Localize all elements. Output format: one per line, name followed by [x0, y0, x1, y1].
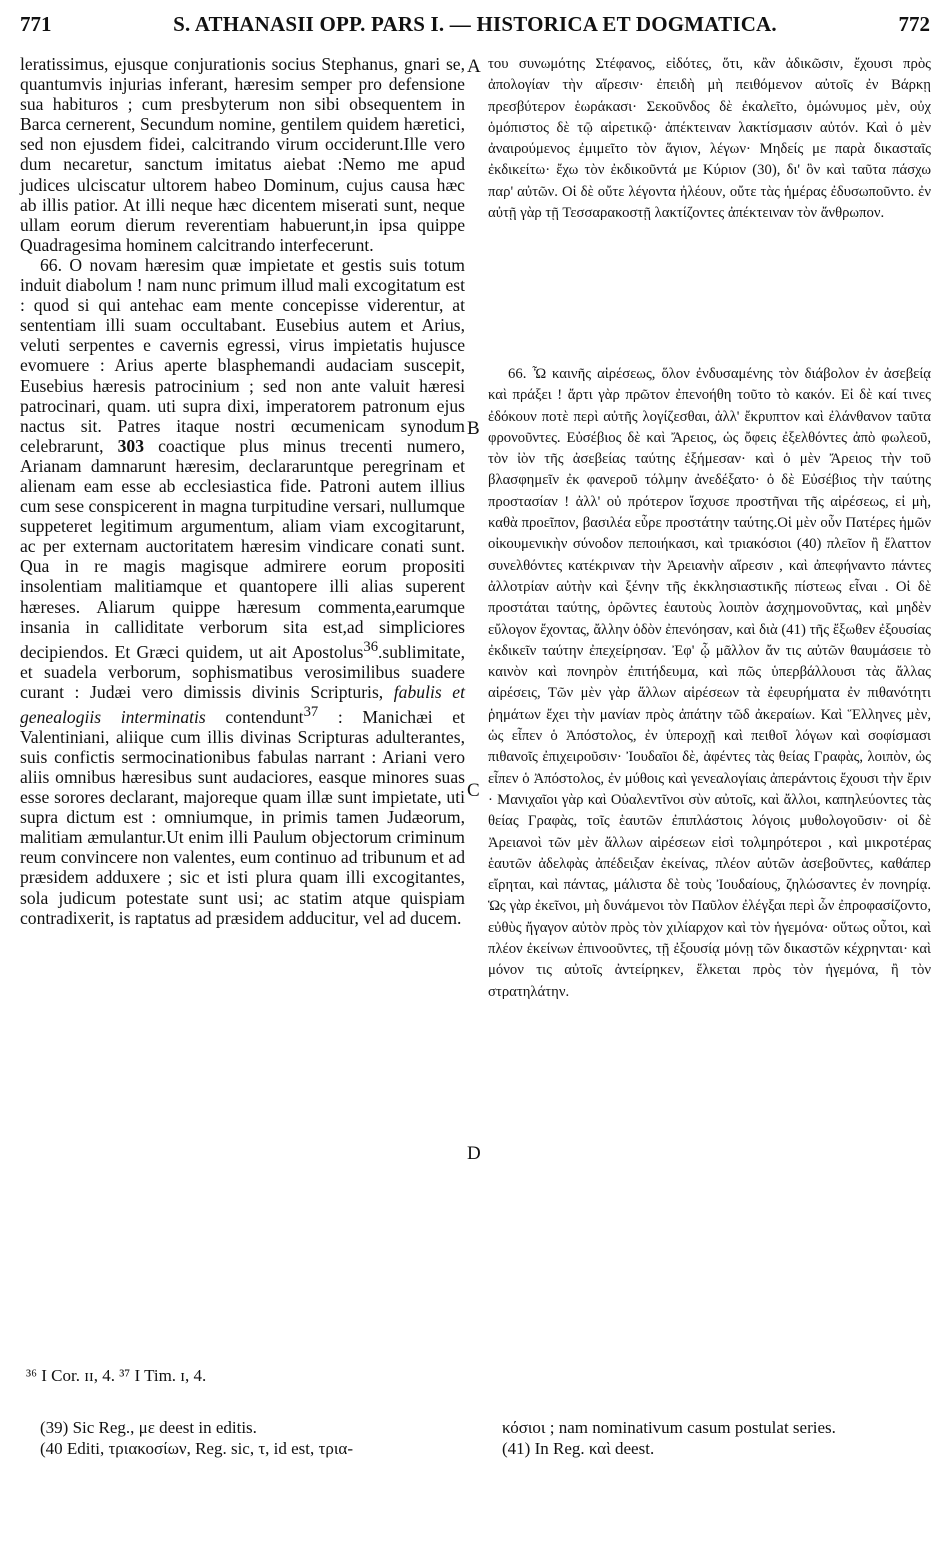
- greek-paragraph-66: 66. Ὦ καινῆς αἱρέσεως, ὅλον ἐνδυσαμένης τὸν διάβολον ἐν ἀσεβείᾳ καὶ πράξει ! ἄρτι γὰρ πρῶτον ἐπενοήθη τοῦτο τὸ κακόν. Εἰ δὲ καί τινες ἐδόκουν ποτὲ περὶ αὐτῆς λογίζεσθαι, ἀλλ' ἔκρυπτον καὶ ἐλάνθανον ταῦτα φρονοῦντες. Εὐσέβιος δὲ καὶ Ἄρειος, ὡς ὄφεις ἐξελθόντες ἀπὸ φωλεοῦ, τὸν ἰὸν τῆς ἀσεβείας ταύτης ἐξήμεσαν· καὶ ὁ μὲν Ἄρειος τὴν τοῦ βλασφημεῖν ἐκ φανεροῦ τόλμην ἀνεδέξατο· ὁ δὲ Εὐσέβιος τὴν ταύτης προστασίαν ! ἀλλ' οὐ πρότερον ἴσχυσε προστῆναι τῆς αἱρέσεως, εἰ μὴ, καθὰ προεῖπον, βασιλέα εὗρε προστάτην ταύτης.Οἱ μὲν οὖν Πατέρες ἡμῶν οἰκουμενικὴν σύνοδον πεποιήκασι, καὶ τριακόσιοι (40) πλεῖον ἢ ἔλαττον συνελθόντες κατέκριναν τὴν Ἀρειανὴν αἵρεσιν , καὶ ἀπεφήναντο πάντες ἀλλοτρίαν αὐτὴν καὶ ξένην τῆς ἐκκλησιαστικῆς πίστεως εἶναι . Οἱ δὲ προστάται ταύτης, ὁρῶντες ἑαυτοὺς λοιπὸν ἀσχημονοῦντας, καὶ μηδὲν εὔλογον ἔχοντας, ἄλλην ὁδὸν ἐπενόησαν, καὶ διὰ (41) τῆς ἔξωθεν ἐξουσίας ἐκδικεῖν ταύτην ἐπεχείρησαν. Ἐφ' ᾧ μᾶλλον ἄν τις αὐτῶν θαυμάσειε τὸ καινὸν καὶ πονηρὸν ἐπιτήδευμα, καὶ πῶς ὑπερβάλλουσι τὰς ἄλλας αἱρέσεις, Τῶν μὲν γὰρ ἄλλων αἱρέσεων τὰ ἐφευρήματα ἐν πιθανότητι ῥημάτων ἔχει τὴν μανίαν πρὸς ἀπάτην τῶδ ἀκεραίων. Καὶ Ἕλληνες μὲν, ὡς εἶπεν ὁ Ἀπόστολος, ἐν ὑπεροχῇ καὶ πειθοῖ λόγων καὶ σοφίσμασι πιθανοῖς ἐπιχειροῦσιν· Ἰουδαῖοι δὲ, ἀφέντες τὰς θείας Γραφὰς, λοιπὸν, ὡς εἶπεν ὁ Ἀπόστολος, ἐν μύθοις καὶ γενεαλογίαις ἀπεράντοις ἔχουσι τὴν ἔριν · Μανιχαῖοι γὰρ καὶ Οὐαλεντῖνοι σὺν αὐτοῖς, καὶ ἄλλοι, καπηλεύοντες τὰς θείας Γραφὰς, τοῖς ἑαυτῶν ἐπιπλάστοις λόγοις μυθολογοῦσιν· οἱ δὲ Ἀρειανοὶ τῶν μὲν ἄλλων αἱρέσεων εἰσὶ τολμηρότεροι , καὶ μικροτέρας ἑαυτῶν ἀδελφὰς ἀπέδειξαν ἐκείνας, πλέον αὐτῶν ἀσεβοῦντες, καθάπερ εἴρηται, καὶ πάντας, μάλιστα δὲ τοὺς Ἰουδαίους, ζηλώσαντες ἐν πονηρίᾳ. Ὡς γὰρ ἐκεῖνοι, μὴ δυνάμενοι τὸν Παῦλον ἐλέγξαι περὶ ὧν ἐπροφασίζοντο, εὐθὺς ἤγαγον αὐτὸν πρὸς τὸν χιλίαρχον καὶ τὸν ἡγεμόνα· οὕτως οὗτοι, καὶ πλέον ἐκείνων ἐπινοοῦντες, τῇ ἐξουσίᾳ μόνῃ τῶν δικαστῶν κέχρηνται· καὶ μόνον τις αὐτοῖς ἀντείρηκεν, ἕλκεται πρὸς τὸν ἡγεμόνα, ἢ τὸν στρατηλάτην.: [488, 366, 931, 1000]
- greek-paragraph-65: του συνωμότης Στέφανος, εἰδότες, ὅτι, κἂν ἀδικῶσιν, ἔχουσι πρὸς ἀπολογίαν τὴν αἵρεσιν· ἐπειδὴ μὴ πειθόμενον αὐτοῖς ἐν Βάρκῃ πρεσβύτερον ἑωράκασι· Σεκοῦνδος δὲ ἐκαλεῖτο, ὁμώνυμος μὲν, οὐχ ὁμόπιστος δὲ τῷ αἱρετικῷ· ἀπέκτειναν λακτίσμασιν αὐτόν. Καὶ ὁ μὲν ἀναιρούμενος ἐμιμεῖτο τὸν ἅγιον, λέγων· Μηδείς με παρὰ δικασταῖς ἐκδικείτω· ἔχω τὸν ἐκδικοῦντά με Κύριον (30), δι' ὃν καὶ ταῦτα πάσχω παρ' αὐτῶν. Οἱ δὲ οὔτε λέγοντα ἠλέουν, οὔτε τὰς ἡμέρας ἐδυσωποῦντο. ἐν αὐτῇ γὰρ τῇ Τεσσαρακοστῇ λακτίζοντες ἀπέκτειναν τὸν ἄνθρωπον.: [488, 56, 931, 222]
- latin-column: [20, 54, 465, 928]
- footnote-ref-37: 37: [303, 703, 319, 720]
- footnote-40: (40 Editi, τριακοσίων, Reg. sic, τ, id est, τρια-: [40, 1439, 353, 1458]
- margin-letter-b: B: [467, 418, 480, 439]
- margin-letter-a: A: [467, 56, 481, 77]
- latin-text: .sublimitate, et suadela verborum, sophismatibus verosimilibus suadere curant : Judæi vero dimissis divinis Scripturis,: [20, 641, 465, 702]
- page-number-right: 772: [898, 12, 930, 36]
- footnote-41: (41) In Reg. καὶ deest.: [502, 1439, 655, 1458]
- italic-quote: fabulis et genealogiis interminatis: [20, 681, 465, 727]
- margin-letter-c: C: [467, 780, 480, 801]
- footnote-40-continued: κόσιοι ; nam nominativum casum postulat series.: [502, 1418, 836, 1437]
- latin-paragraph-65: leratissimus, ejusque conjurationis socius Stephanus, gnari se, quantumvis injurias inferant, hæresim semper pro defensione sua habituros ; cum presbyterum non sibi obsequentem in Barca cernerent, Secundum nomine, gentilem quidem hæretici, sed non ejusdem fidei, calcitrando virum occiderunt.Ille vero dum necaretur, sanctum imitatus aiebat :Nemo me apud judices ulciscatur ultorem habeo Dominum, cujus causa hæc ab illis patior. At illi neque hæc dicentem miserati sunt, neque ullam eorum dierum reverentiam habuerunt,in ipsa quippe Quadragesima hominem calcitrando interfecerunt.: [20, 54, 465, 255]
- column-number: 303: [117, 435, 144, 456]
- footnote-ref-36: 36: [363, 638, 379, 655]
- running-header: [20, 12, 930, 42]
- latin-paragraph-66: [20, 255, 465, 928]
- footnote-39: (39) Sic Reg., με deest in editis.: [40, 1418, 257, 1437]
- page-number-left: 771: [20, 12, 52, 36]
- latin-text: contendunt: [205, 706, 304, 727]
- greek-column-bottom: [488, 364, 931, 1003]
- footnote-scripture-refs: ³⁶ I Cor. ɪɪ, 4. ³⁷ I Tim. ɪ, 4.: [26, 1366, 207, 1385]
- margin-letter-d: D: [467, 1143, 481, 1164]
- latin-text: 66. O novam hæresim quæ impietate et gestis suis totum induit diabolum ! nam nunc primum illud mali excogitatum est : quod si qui antehac eam mente concepisse viderentur, at sententiam illi suam occultabant. Eusebius autem et Arius, veluti serpentes e cavernis egressi, virus impietatis hujusce evomuere : Arius aperte blasphemandi audaciam suscepit, Eusebius hæresis patrocinium ; sed non ante valuit hæresi patrocinari, quam. uti supra dixi, imperatorem patronum ejus nactus sit. Patres itaque nostri œcumenicam synodum celebrarunt,: [20, 254, 465, 456]
- greek-column-top: [488, 54, 931, 224]
- running-title: S. ATHANASII OPP. PARS I. — HISTORICA ET DOGMATICA.: [173, 12, 777, 36]
- latin-text: : Manichæi et Valentiniani, aliique cum illis divinas Scripturas adulterantes, suis confictis sermocinationibus fabulas narrant : Ariani vero aliis omnibus hæresibus sunt audaciores, easque minores suas esse sorores declarant, majoreque quam illæ sunt impietate, uti supra dictum est : omniumque, in primis tamen Judæorum, malitiam æmulantur.Ut enim illi Paulum objectorum criminum reum convincere non valentes, eum continuo ad tribunum et ad præsidem adduxere ; sic et isti plura quam illi excogitantes, sola judicum potestate sunt usi; ac statim atque quispiam contradixerit, is raptatus ad præsidem adducitur, vel ad ducem.: [20, 706, 465, 928]
- latin-text: coactique plus minus trecenti numero, Arianam damnarunt hæresim, declararuntque peregrinam et alienam eam esse ab ecclesiastica fide. Patroni autem illius cum sese conspicerent in magna turpitudine versari, nullumque suppeteret legitimum argumentum, aliam viam excogitarunt, ac per externam auctoritatem hæresim vindicare conati sunt. Qua in re magis magisque admirere eorum propositi insolentiam malitiamque et quantopere illi alias superent hæreses. Aliarum quippe hæresum commenta,earumque insania in calliditate verborum sita est,ad simpliciores decipiendos. Et Græci quidem, ut ait Apostolus: [20, 435, 465, 662]
